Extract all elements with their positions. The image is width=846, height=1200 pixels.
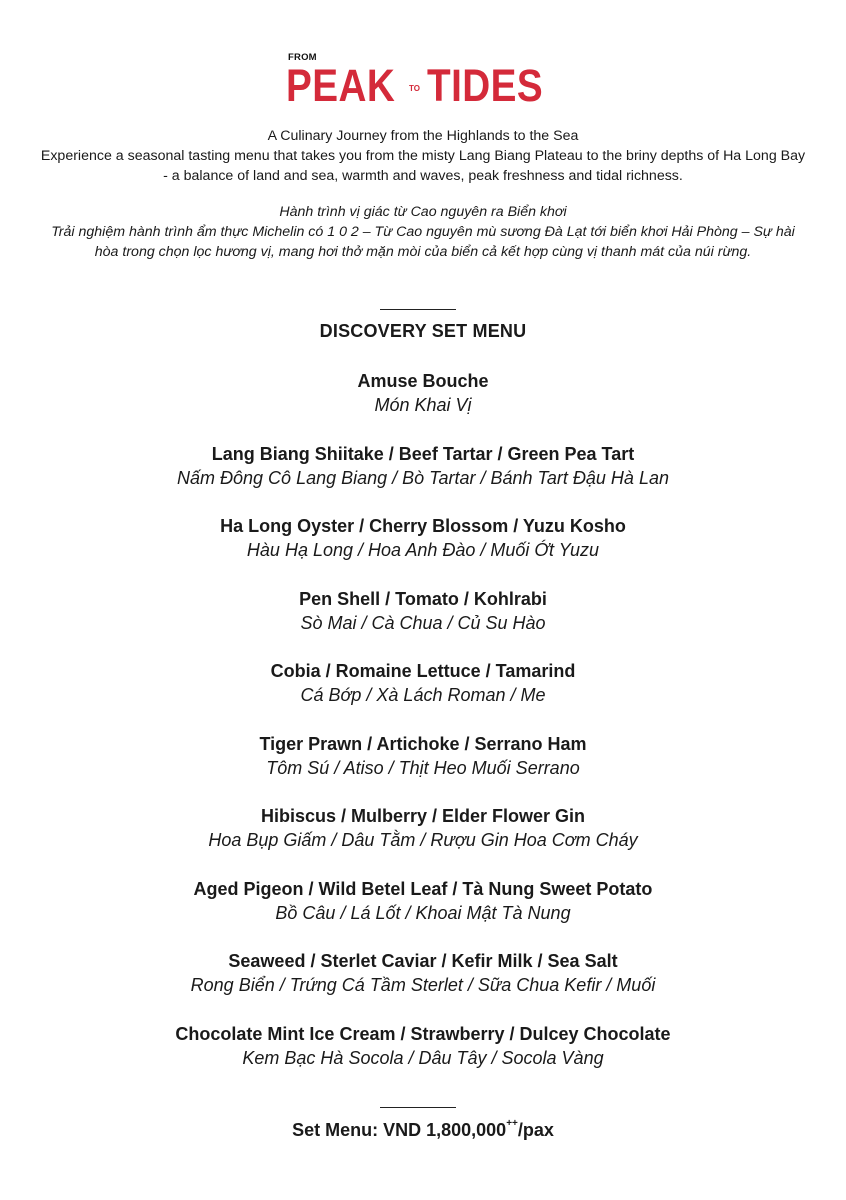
- logo-peak: PEAK: [286, 60, 396, 111]
- divider-top: [380, 309, 456, 310]
- course-item: [0, 1023, 846, 1096]
- intro-english: [40, 126, 806, 186]
- price-label: Set Menu: VND 1,800,000: [292, 1120, 507, 1140]
- course-name-vi: Tôm Sú / Atiso / Thịt Heo Muối Serrano: [266, 757, 580, 778]
- intro-vi-title: Hành trình vị giác từ Cao nguyên ra Biển khơi: [279, 204, 567, 220]
- course-name: Lang Biang Shiitake / Beef Tartar / Green Pea Tart: [211, 443, 635, 464]
- course-name-vi: Kem Bạc Hà Socola / Dâu Tây / Socola Vàng: [242, 1047, 604, 1068]
- course-name: Pen Shell / Tomato / Kohlrabi: [299, 588, 547, 609]
- peak-to-tides-logo: [0, 48, 846, 114]
- intro-vi-body: Trải nghiệm hành trình ẩm thực Michelin có 1 0 2 – Từ Cao nguyên mù sương Đà Lạt tới biển khơi Hải Phòng – Sự hài hòa trong chọn lọc hương vị, mang hơi thở mặn mòi của biển cả kết hợp cùng vị thanh mát của núi rừng.: [51, 224, 795, 260]
- course-name: Ha Long Oyster / Cherry Blossom / Yuzu Kosho: [220, 516, 626, 536]
- course-name-vi: Món Khai Vị: [374, 395, 472, 415]
- course-item: [0, 588, 846, 661]
- course-name: Hibiscus / Mulberry / Elder Flower Gin: [260, 806, 586, 826]
- course-item: [0, 443, 846, 516]
- course-item: [0, 805, 846, 878]
- course-name-vi: Cá Bớp / Xà Lách Roman / Me: [300, 685, 546, 705]
- logo-tides: TIDES: [427, 60, 544, 111]
- course-name: Aged Pigeon / Wild Betel Leaf / Tà Nung Sweet Potato: [193, 878, 653, 899]
- course-list: [0, 370, 846, 1095]
- course-name: Seaweed / Sterlet Caviar / Kefir Milk / Sea Salt: [228, 951, 618, 971]
- course-item: [0, 878, 846, 951]
- course-name-vi: Nấm Đông Cô Lang Biang / Bò Tartar / Bánh Tart Đậu Hà Lan: [177, 467, 669, 488]
- intro-block: [40, 126, 806, 262]
- course-item: [0, 660, 846, 733]
- course-item: [0, 733, 846, 806]
- course-item: [0, 370, 846, 443]
- course-name-vi: Hàu Hạ Long / Hoa Anh Đào / Muối Ớt Yuzu: [246, 540, 600, 560]
- set-menu-price: [0, 1120, 846, 1141]
- price-suffix: /pax: [517, 1120, 554, 1140]
- intro-vietnamese: [40, 202, 806, 262]
- menu-title: DISCOVERY SET MENU: [319, 321, 527, 341]
- course-name: Chocolate Mint Ice Cream / Strawberry / Dulcey Chocolate: [175, 1023, 671, 1044]
- course-name-vi: Sò Mai / Cà Chua / Củ Su Hào: [300, 612, 546, 633]
- course-item: [0, 950, 846, 1023]
- course-name-vi: Hoa Bụp Giấm / Dâu Tằm / Rượu Gin Hoa Cơm Cháy: [208, 830, 638, 850]
- divider-bottom: [380, 1107, 456, 1108]
- logo-to: TO: [409, 84, 420, 93]
- price-superscript: ++: [506, 1118, 518, 1129]
- intro-en-title: A Culinary Journey from the Highlands to the Sea: [267, 128, 579, 144]
- course-name-vi: Bồ Câu / Lá Lốt / Khoai Mật Tà Nung: [275, 902, 571, 923]
- course-name-vi: Rong Biển / Trứng Cá Tầm Sterlet / Sữa Chua Kefir / Muối: [190, 975, 656, 995]
- course-name: Tiger Prawn / Artichoke / Serrano Ham: [259, 733, 587, 754]
- course-name: Cobia / Romaine Lettuce / Tamarind: [270, 661, 576, 681]
- logo-from: FROM: [288, 52, 317, 63]
- course-item: [0, 515, 846, 588]
- intro-en-body: Experience a seasonal tasting menu that takes you from the misty Lang Biang Plateau to the briny depths of Ha Long Bay - a balance of land and sea, warmth and waves, peak freshness and tidal richness.: [40, 148, 806, 184]
- course-name: Amuse Bouche: [357, 371, 489, 391]
